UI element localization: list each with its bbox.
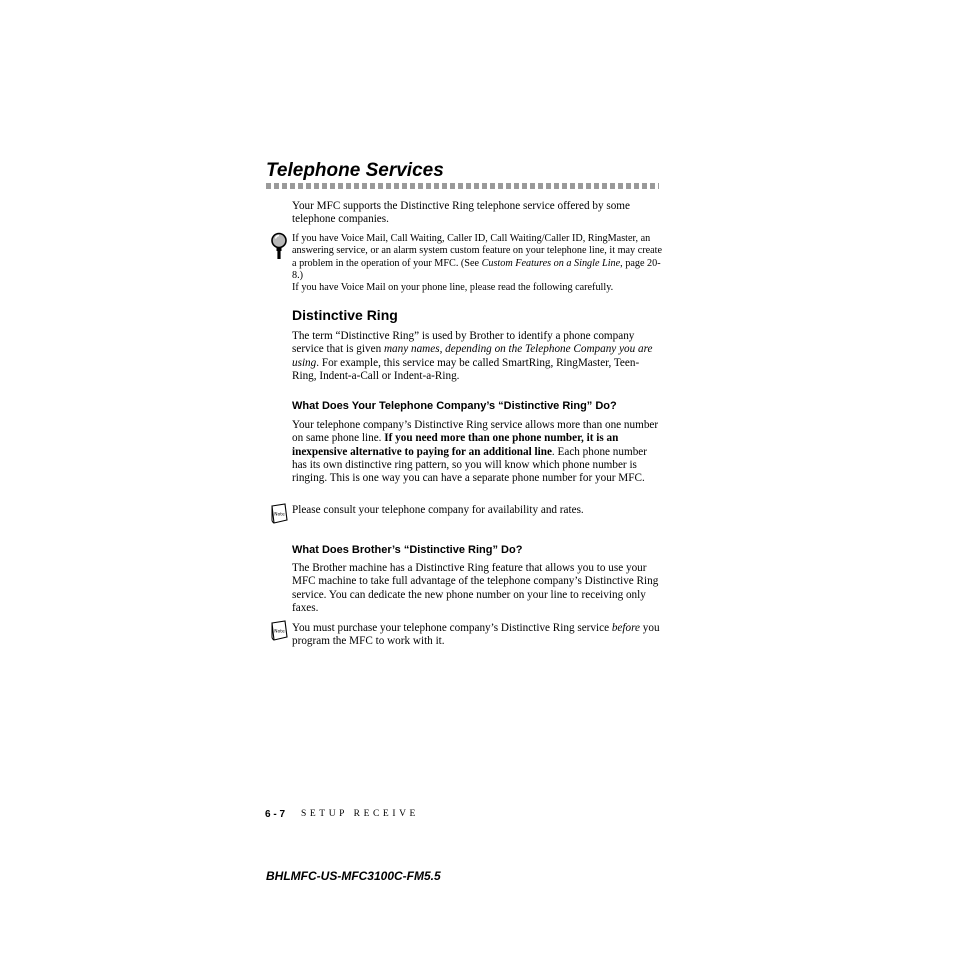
company-ring-paragraph: Your telephone company’s Distinctive Ring service allows more than one number on same phone line. If you need more than one phone number, it is an inexpensive alternative to paying for an additional line. Each phone number has its own distinctive ring pattern, so you will know which phone number is ringing. This is one way you can have a separate phone number for your MFC. [292, 419, 659, 485]
svg-text:Note: Note [274, 629, 285, 635]
distinctive-ring-heading: Distinctive Ring [292, 307, 398, 323]
lightbulb-icon [270, 232, 288, 260]
note-icon [269, 620, 289, 642]
distinctive-ring-paragraph: The term “Distinctive Ring” is used by Brother to identify a phone company service that is given many names, depending on the Telephone Company you are using. For example, this service may be called SmartRing, RingMaster, Teen-Ring, Indent-a-Call or Indent-a-Ring. [292, 330, 653, 382]
brother-ring-heading: What Does Brother’s “Distinctive Ring” Do? [292, 544, 523, 556]
svg-text:Note: Note [274, 512, 285, 518]
document-code: BHLMFC-US-MFC3100C-FM5.5 [266, 869, 441, 883]
company-ring-heading: What Does Your Telephone Company’s “Distinctive Ring” Do? [292, 400, 617, 412]
chapter-name: SETUP RECEIVE [301, 809, 419, 819]
section-divider [266, 183, 659, 189]
brother-ring-paragraph: The Brother machine has a Distinctive Ring feature that allows you to use your MFC machine to take full advantage of the telephone company’s Distinctive Ring service. You can dedicate the new phone number on your line to receiving only faxes. [292, 562, 659, 614]
intro-paragraph: Your MFC supports the Distinctive Ring telephone service offered by some telephone companies. [292, 200, 630, 226]
note-icon [269, 503, 289, 525]
tip-text: If you have Voice Mail, Call Waiting, Caller ID, Call Waiting/Caller ID, RingMaster, an answering service, or an alarm system custom feature on your telephone line, it may create a problem in the operation of your MFC. (See Custom Features on a Single Line, page 20-8.) If you have Voice Mail on your phone line, please read the following carefully. [292, 233, 663, 294]
page-number: 6 - 7 [265, 809, 286, 820]
section-title: Telephone Services [266, 160, 444, 181]
availability-note: Please consult your telephone company for availability and rates. [292, 504, 584, 516]
cross-reference: Custom Features on a Single Line [481, 257, 621, 269]
purchase-note: You must purchase your telephone company’s Distinctive Ring service before you program the MFC to work with it. [292, 622, 660, 648]
